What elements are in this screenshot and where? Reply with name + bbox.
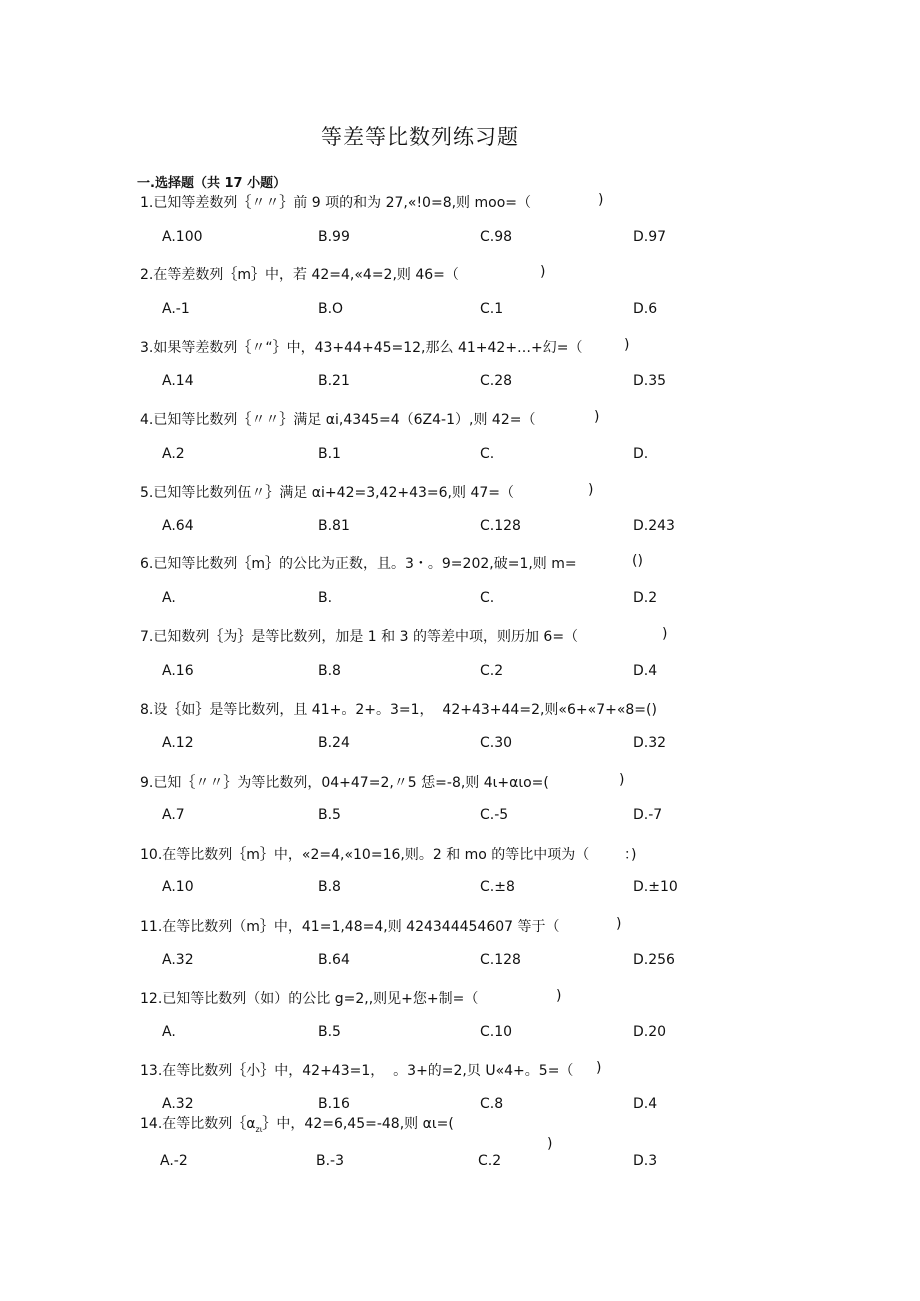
question-text: 10.在等比数列｛m｝中，«2=4,«10=16,则。2 和 mo 的等比中项为（ [140, 847, 590, 863]
question-text: 5.已知等比数列伍〃｝满足 αi+42=3,42+43=6,则 47=（ [140, 485, 515, 501]
answer-option-d: D.3 [633, 1153, 658, 1169]
question-text-tail: ｝中，42=6,45=-48,则 αι=( [262, 1116, 454, 1132]
section-heading: 一.选择题（共 17 小题） [137, 176, 287, 191]
answer-option-c: C.1 [480, 301, 504, 317]
answer-option-b: B.24 [318, 735, 350, 751]
question-stem [140, 626, 578, 646]
question-stem [140, 192, 531, 212]
question-stem [140, 699, 657, 719]
answer-option-a: A. [162, 590, 176, 606]
question-text: 9.已知｛〃〃｝为等比数列，04+47=2,〃5 恁=-8,则 4ι+αιo=( [140, 775, 549, 791]
question-text: 14.在等比数列｛α [140, 1116, 256, 1132]
answer-option-a: A.-1 [162, 301, 190, 317]
answer-option-a: A.16 [162, 663, 194, 679]
answer-option-c: C. [480, 590, 495, 606]
answer-option-c: C.8 [480, 1096, 504, 1112]
question-text: 3.如果等差数列｛〃“｝中，43+44+45=12,那么 41+42+…+幻=（ [140, 340, 583, 356]
answer-option-a: A.32 [162, 952, 194, 968]
answer-blank-close-paren: () [632, 553, 643, 569]
answer-blank-close-paren: ) [624, 337, 630, 353]
answer-option-b: B.64 [318, 952, 350, 968]
answer-option-b: B.1 [318, 446, 341, 462]
answer-option-b: B.99 [318, 229, 350, 245]
answer-option-c: C.-5 [480, 807, 509, 823]
answer-option-c: C. [480, 446, 495, 462]
answer-option-d: D.4 [633, 1096, 658, 1112]
question-stem [140, 264, 459, 284]
answer-option-d: D.243 [633, 518, 675, 534]
answer-option-c: C.±8 [480, 879, 515, 895]
question-stem [140, 553, 577, 573]
answer-blank-close-paren: ) [547, 1136, 553, 1152]
answer-blank-close-paren: ) [596, 1060, 602, 1076]
answer-option-d: D.-7 [633, 807, 663, 823]
answer-blank-close-paren: ) [588, 482, 594, 498]
question-stem [140, 337, 583, 357]
question-text: 1.已知等差数列｛〃〃｝前 9 项的和为 27,«!0=8,则 moo=（ [140, 195, 532, 211]
question-stem [140, 409, 535, 429]
answer-blank-close-paren: ) [556, 988, 562, 1004]
answer-option-d: D.20 [633, 1024, 667, 1040]
answer-option-a: A.12 [162, 735, 194, 751]
answer-option-a: A.10 [162, 879, 194, 895]
question-stem [140, 772, 549, 792]
answer-option-d: D.6 [633, 301, 658, 317]
answer-option-d: D. [633, 446, 649, 462]
question-text: 7.已知数列｛为｝是等比数列，加是 1 和 3 的等差中项，则历加 6=（ [140, 629, 579, 645]
answer-blank-close-paren: ) [594, 409, 600, 425]
question-text: 4.已知等比数列｛〃〃｝满足 αi,4345=4（6Z4-1）,则 42=（ [140, 412, 536, 428]
question-text: 6.已知等比数列｛m｝的公比为正数，且。3・。9=202,破=1,则 m= [140, 556, 577, 572]
answer-blank-close-paren: ) [662, 626, 668, 642]
answer-option-b: B.81 [318, 518, 350, 534]
answer-option-d: D.±10 [633, 879, 678, 895]
question-text: 2.在等差数列｛m｝中，若 42=4,«4=2,则 46=（ [140, 267, 459, 283]
document-title: 等差等比数列练习题 [321, 125, 519, 149]
answer-option-c: C.30 [480, 735, 513, 751]
question-stem [140, 482, 514, 502]
answer-blank-close-paren: ) [598, 192, 604, 208]
answer-option-b: B. [318, 590, 333, 606]
answer-blank-close-paren: ) [619, 772, 625, 788]
answer-option-b: B.21 [318, 373, 350, 389]
answer-option-b: B.O [318, 301, 344, 317]
question-stem [140, 916, 560, 936]
answer-option-a: A.-2 [160, 1153, 188, 1169]
question-stem [140, 1060, 573, 1080]
answer-option-c: C.2 [480, 663, 504, 679]
answer-option-d: D.256 [633, 952, 675, 968]
question-text: 11.在等比数列（m｝中，41=1,48=4,则 424344454607 等于（ [140, 919, 560, 935]
answer-option-a: A.7 [162, 807, 185, 823]
answer-option-b: B.-3 [316, 1153, 345, 1169]
answer-option-c: C.98 [480, 229, 513, 245]
answer-option-b: B.8 [318, 879, 341, 895]
answer-option-b: B.16 [318, 1096, 350, 1112]
answer-option-b: B.5 [318, 807, 341, 823]
answer-option-a: A. [162, 1024, 176, 1040]
answer-option-a: A.100 [162, 229, 203, 245]
answer-option-a: A.32 [162, 1096, 194, 1112]
answer-blank-close-paren: ) [540, 264, 546, 280]
answer-option-a: A.64 [162, 518, 194, 534]
question-text: 13.在等比数列｛小｝中，42+43=1， 。3+的=2,贝 U«4+。5=（ [140, 1063, 574, 1079]
answer-option-d: D.2 [633, 590, 658, 606]
answer-option-a: A.2 [162, 446, 185, 462]
question-text: 8.设｛如｝是等比数列，且 41+。2+。3=1， 42+43+44=2,则«6+«7+«8=() [140, 702, 657, 718]
question-stem [140, 844, 589, 864]
answer-option-d: D.32 [633, 735, 667, 751]
answer-option-d: D.97 [633, 229, 667, 245]
answer-option-c: C.128 [480, 952, 521, 968]
answer-option-b: B.8 [318, 663, 341, 679]
answer-option-d: D.35 [633, 373, 667, 389]
answer-option-b: B.5 [318, 1024, 341, 1040]
answer-blank-close-paren: ) [616, 916, 622, 932]
answer-option-c: C.2 [478, 1153, 502, 1169]
answer-option-d: D.4 [633, 663, 658, 679]
answer-option-c: C.28 [480, 373, 513, 389]
answer-blank-close-paren: ：) [624, 847, 637, 863]
answer-option-c: C.128 [480, 518, 521, 534]
question-subscript: zι [255, 1124, 263, 1134]
answer-option-a: A.14 [162, 373, 194, 389]
answer-option-c: C.10 [480, 1024, 513, 1040]
question-text: 12.已知等比数列（如）的公比 g=2,,则见+您+制=（ [140, 991, 479, 1007]
question-stem [140, 988, 478, 1008]
question-stem [140, 1113, 454, 1134]
